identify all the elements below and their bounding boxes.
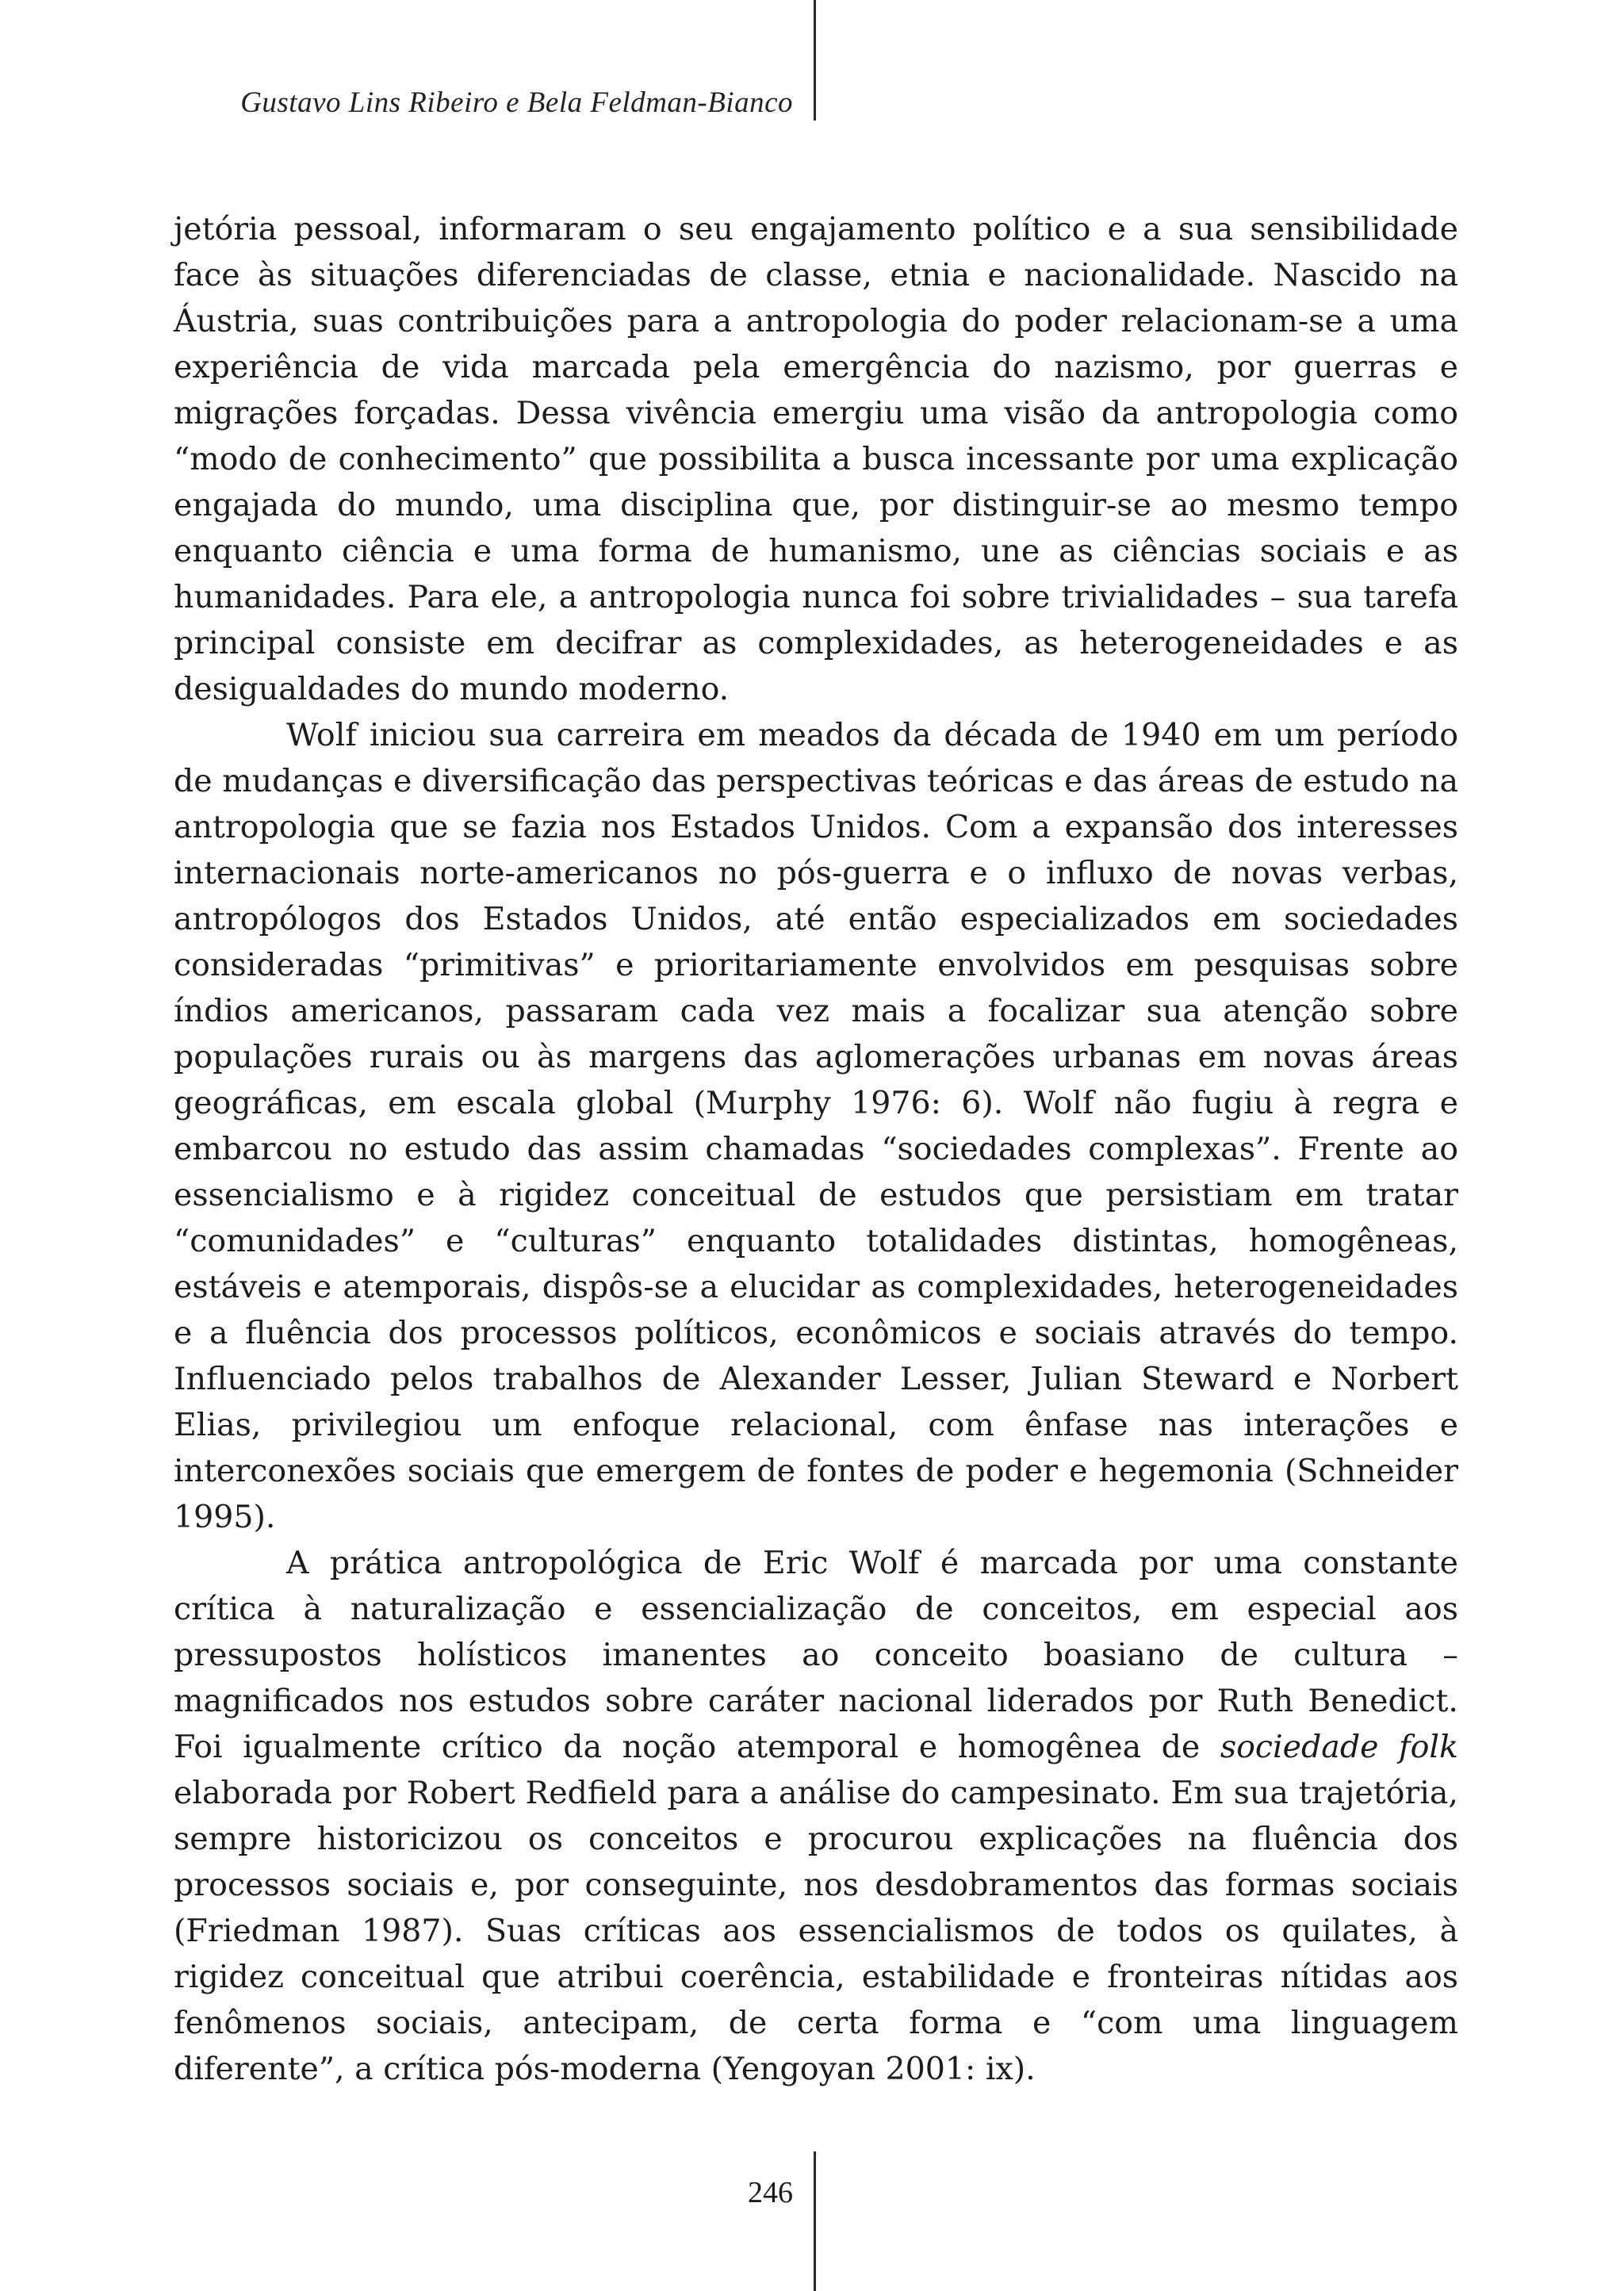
body-text	[174, 206, 1458, 2092]
running-head-authors: Gustavo Lins Ribeiro e Bela Feldman-Bianco	[240, 86, 793, 119]
header-vertical-rule	[814, 0, 816, 121]
footer-vertical-rule	[814, 2151, 816, 2291]
paragraph-1: jetória pessoal, informaram o seu engajamento político e a sua sensibilidade face às situações diferenciadas de classe, etnia e nacionalidade. Nascido na Áustria, suas contribuições para a antropologia do poder relacionam-se a uma experiência de vida marcada pela emergência do nazismo, por guerras e migrações forçadas. Dessa vivência emergiu uma visão da antropologia como “modo de conhecimento” que possibilita a busca incessante por uma explicação engajada do mundo, uma disciplina que, por distinguir-se ao mesmo tempo enquanto ciência e uma forma de humanismo, une as ciências sociais e as humanidades. Para ele, a antropologia nunca foi sobre trivialidades – sua tarefa principal consiste em decifrar as complexidades, as heterogeneidades e as desigualdades do mundo moderno.	[174, 211, 1458, 707]
paragraph-3-text-after: elaborada por Robert Redfield para a análise do campesinato. Em sua trajetória, sempre historicizou os conceitos e procurou explicações na fluência dos processos sociais e, por conseguinte, nos desdobramentos das formas sociais (Friedman 1987). Suas críticas aos essencialismos de todos os quilates, à rigidez conceitual que atribui coerência, estabilidade e fronteiras nítidas aos fenômenos sociais, antecipam, de certa forma e “com uma linguagem diferente”, a crítica pós-moderna (Yengoyan 2001: ix).	[174, 1775, 1458, 2087]
paragraph-3	[174, 1540, 1458, 2092]
paragraph-3-text-before: A prática antropológica de Eric Wolf é marcada por uma constante crítica à naturalização e essencialização de conceitos, em especial aos pressupostos holísticos imanentes ao conceito boasiano de cultura – magnificados nos estudos sobre caráter nacional liderados por Ruth Benedict. Foi igualmente crítico da noção atemporal e homogênea de	[174, 1545, 1458, 1765]
paragraph-3-italic-term: sociedade folk	[1220, 1729, 1458, 1765]
page-number: 246	[748, 2176, 793, 2209]
paragraph-2: Wolf iniciou sua carreira em meados da década de 1940 em um período de mudanças e diversificação das perspectivas teóricas e das áreas de estudo na antropologia que se fazia nos Estados Unidos. Com a expansão dos interesses internacionais norte-americanos no pós-guerra e o influxo de novas verbas, antropólogos dos Estados Unidos, até então especializados em sociedades consideradas “primitivas” e prioritariamente envolvidos em pesquisas sobre índios americanos, passaram cada vez mais a focalizar sua atenção sobre populações rurais ou às margens das aglomerações urbanas em novas áreas geográficas, em escala global (Murphy 1976: 6). Wolf não fugiu à regra e embarcou no estudo das assim chamadas “sociedades complexas”. Frente ao essencialismo e à rigidez conceitual de estudos que persistiam em tratar “comunidades” e “culturas” enquanto totalidades distintas, homogêneas, estáveis e atemporais, dispôs-se a elucidar as complexidades, heterogeneidades e a fluência dos processos políticos, econômicos e sociais através do tempo. Influenciado pelos trabalhos de Alexander Lesser, Julian Steward e Norbert Elias, privilegiou um enfoque relacional, com ênfase nas interações e interconexões sociais que emergem de fontes de poder e hegemonia (Schneider 1995).	[174, 717, 1458, 1535]
